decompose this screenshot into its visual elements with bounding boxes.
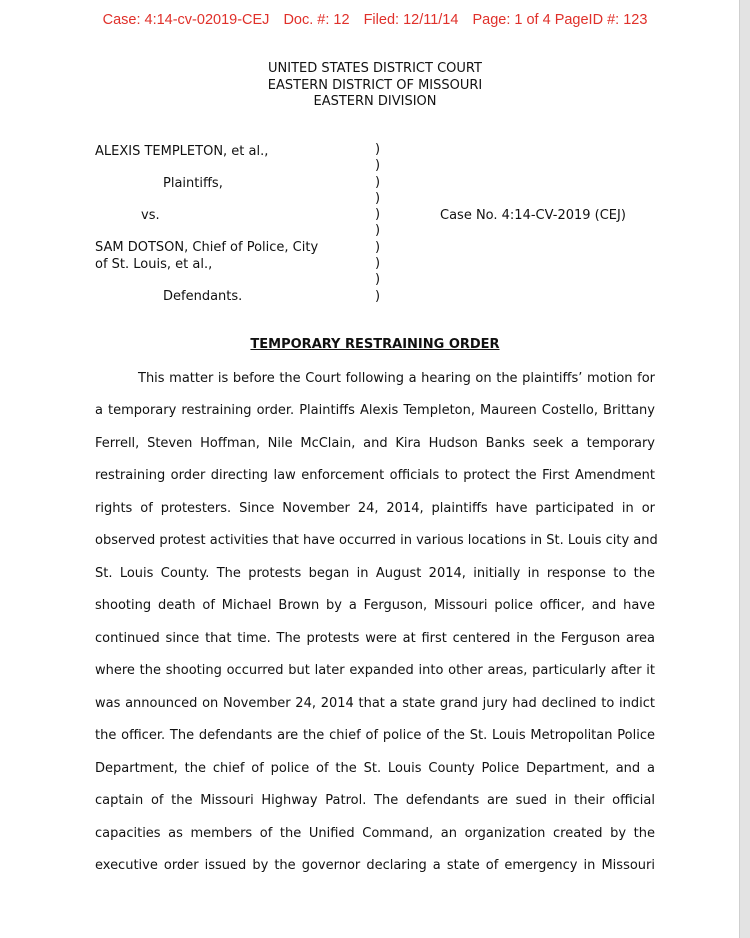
court-district: EASTERN DISTRICT OF MISSOURI — [267, 77, 483, 93]
body-line: Ferrell, Steven Hoffman, Nile McClain, and Kira Hudson Banks seek a temporary — [95, 436, 655, 451]
defendant-name-line2: of St. Louis, et al., — [95, 257, 213, 272]
body-line: observed protest activities that have occurred in various locations in St. Louis city and — [95, 533, 658, 548]
stamp-case-number: Case: 4:14-cv-02019-CEJ — [102, 12, 270, 28]
body-line: capacities as members of the Unified Command, an organization created by the — [95, 826, 655, 841]
court-name: UNITED STATES DISTRICT COURT — [268, 61, 482, 76]
body-line: a temporary restraining order. Plaintiffs Alexis Templeton, Maureen Costello, Brittany — [95, 403, 655, 418]
caption-paren: ) — [375, 142, 381, 157]
stamp-filed-date: Filed: 12/11/14 — [363, 12, 459, 28]
caption-paren: ) — [375, 288, 381, 304]
plaintiff-name: ALEXIS TEMPLETON, et al., — [95, 144, 269, 159]
plaintiffs-label: Plaintiffs, — [163, 176, 223, 191]
body-line: rights of protesters. Since November 24, 2014, plaintiffs have participated in or — [95, 501, 655, 516]
stamp-page-id: Page: 1 of 4 PageID #: 123 — [472, 12, 648, 28]
body-line: St. Louis County. The protests began in August 2014, initially in response to the — [95, 566, 655, 581]
body-line: restraining order directing law enforcement officials to protect the First Amendment — [95, 468, 655, 483]
caption-parentheses — [375, 142, 380, 305]
body-line: where the shooting occurred but later expanded into other areas, particularly after it — [95, 663, 655, 678]
body-line: Department, the chief of police of the St. Louis County Police Department, and a — [95, 761, 655, 776]
body-line: executive order issued by the governor declaring a state of emergency in Missouri — [95, 858, 655, 873]
body-line: This matter is before the Court following a hearing on the plaintiffs’ motion for — [138, 371, 655, 386]
body-line: shooting death of Michael Brown by a Ferguson, Missouri police officer, and have — [95, 598, 655, 613]
order-title: TEMPORARY RESTRAINING ORDER — [250, 337, 500, 352]
court-heading — [0, 61, 750, 111]
versus-label: vs. — [141, 208, 160, 223]
body-line: the officer. The defendants are the chief of police of the St. Louis Metropolitan Police — [95, 728, 655, 743]
body-line: continued since that time. The protests were at first centered in the Ferguson area — [95, 631, 655, 646]
caption-paren: ) — [375, 223, 381, 239]
caption-paren: ) — [375, 174, 381, 190]
body-line: captain of the Missouri Highway Patrol. The defendants are sued in their official — [95, 793, 655, 808]
case-number: Case No. 4:14-CV-2019 (CEJ) — [440, 208, 626, 223]
caption-paren: ) — [375, 256, 381, 272]
filing-stamp — [0, 12, 750, 28]
caption-paren: ) — [375, 272, 381, 288]
caption-paren: ) — [375, 190, 381, 206]
court-division: EASTERN DIVISION — [313, 94, 437, 109]
caption-paren: ) — [375, 207, 381, 223]
stamp-doc-number: Doc. #: 12 — [283, 12, 350, 28]
caption-paren: ) — [375, 158, 381, 174]
defendants-label: Defendants. — [163, 289, 243, 304]
caption-paren: ) — [375, 239, 381, 255]
body-line: was announced on November 24, 2014 that a state grand jury had declined to indict — [95, 696, 655, 711]
defendant-name-line1: SAM DOTSON, Chief of Police, City — [95, 240, 319, 255]
